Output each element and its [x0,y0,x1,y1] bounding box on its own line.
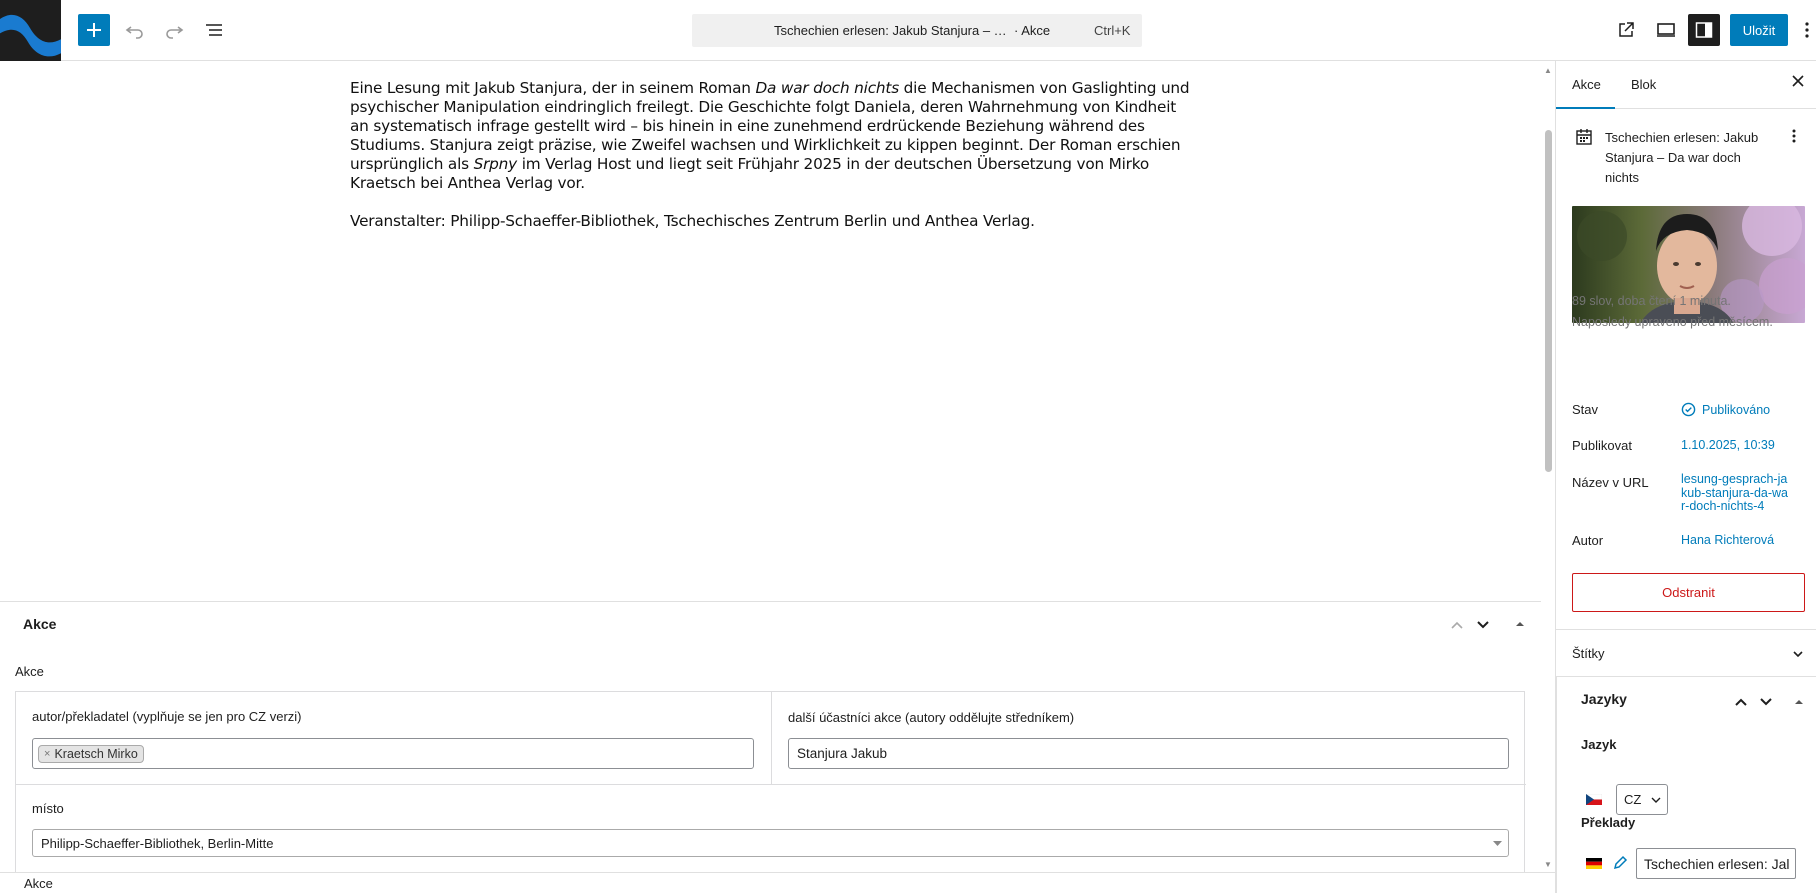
triangle-up-icon [1514,618,1526,630]
publish-label: Publikovat [1572,438,1632,453]
scroll-up-arrow-icon[interactable]: ▲ [1544,66,1552,75]
scrollbar-thumb[interactable] [1545,130,1552,472]
trash-button[interactable]: Odstranit [1572,573,1805,612]
vertical-ellipsis-icon [1805,22,1809,38]
view-post-button[interactable] [1608,12,1644,48]
command-palette-bar[interactable] [692,14,1142,47]
block-breadcrumb-bar [0,872,1555,893]
publish-date-button[interactable]: 1.10.2025, 10:39 [1681,438,1775,452]
move-down-button[interactable] [1759,695,1773,709]
scroll-down-arrow-icon[interactable]: ▼ [1544,860,1552,869]
pencil-icon [1612,855,1628,871]
participants-input[interactable]: Stanjura Jakub [788,738,1509,769]
collapse-toggle-button[interactable] [1514,618,1526,630]
slug-value-button[interactable]: lesung-gesprach-jakub-stanjura-da-war-doch-nichts-4 [1681,472,1788,513]
participants-field-label: další účastníci akce (autory oddělujte středníkem) [788,710,1075,725]
meta-box-title: Akce [23,616,57,632]
active-tab-indicator [1556,107,1615,109]
plus-icon [86,22,102,38]
german-flag-icon [1586,858,1602,869]
settings-sidebar [1555,61,1816,893]
panel-divider [1556,629,1816,630]
meta-box-subtitle: Akce [15,664,44,679]
settings-toggle-button[interactable] [1688,14,1720,46]
tags-panel-chevron[interactable] [1792,648,1804,660]
place-field-cell [16,785,1526,875]
book-title-italic: Da war doch nichts [755,79,899,97]
list-view-icon [204,20,224,40]
add-block-button[interactable] [78,14,110,46]
author-tag-label: Kraetsch Mirko [54,746,138,761]
move-up-button[interactable] [1450,618,1464,632]
status-value-button[interactable] [1681,402,1770,417]
close-sidebar-button[interactable] [1792,75,1804,87]
translation-title-input[interactable]: Tschechien erlesen: Jal [1636,848,1796,879]
author-label: Autor [1572,533,1604,548]
remove-tag-icon[interactable]: × [44,747,51,760]
options-menu-button[interactable] [1798,12,1816,48]
document-overview-button[interactable] [196,12,232,48]
meta-box-area [0,601,1541,873]
paragraph-block[interactable]: Veranstalter: Philipp-Schaeffer-Bibliothek, Tschechisches Zentrum Berlin und Anthea Verlag. [350,212,1035,230]
close-icon [1792,75,1804,87]
document-title: Tschechien erlesen: Jakub Stanjura – … [774,23,1007,38]
place-field-label: místo [32,801,64,816]
author-field-cell [16,692,772,785]
post-actions-button[interactable] [1792,129,1796,143]
word-count-text: 89 slov, doba čtení 1 minuta. [1572,294,1731,308]
published-check-icon [1681,402,1696,417]
chevron-down-icon [1759,695,1773,709]
undo-button[interactable] [117,12,153,48]
tab-post[interactable]: Akce [1572,77,1601,92]
meta-box-header[interactable] [0,602,1541,646]
author-tag[interactable] [38,745,144,763]
triangle-up-icon [1793,696,1805,708]
vertical-ellipsis-icon [1792,129,1796,143]
languages-panel [1556,677,1816,893]
preview-device-button[interactable] [1648,12,1684,48]
shortcut-hint: Ctrl+K [1094,23,1131,38]
original-title-italic: Srpny [473,155,518,173]
sidebar-tabs [1556,61,1816,109]
editor-canvas[interactable] [0,61,1541,601]
participants-field-cell [772,692,1526,785]
undo-icon [125,20,145,40]
paragraph-text: Eine Lesung mit Jakub Stanjura, der in seinem Roman [350,79,756,97]
chevron-down-icon [1792,648,1804,660]
document-type: · Akce [1014,23,1051,38]
move-up-button[interactable] [1734,695,1748,709]
dropdown-arrow-icon [1493,841,1502,847]
paragraph-text: die Mechanismen von Gaslighting und psychischer Manipulation eindringlich freilegt. Die Geschichte folgt Daniela, deren Wahrnehmung von Kindheit an systematisch infrage gestellt wird – bis hinein in eine zunehmend erdrückende Beziehung während des Studiums. Stanjura zeigt präzise, wie Zweifel wachsen und Wirklichkeit zu kippen beginnt. Der Roman erschien ursprünglich als [350,79,1190,173]
post-content[interactable] [350,79,1195,250]
logo-wave-icon [0,0,61,61]
redo-button[interactable] [156,12,192,48]
editor-toolbar [0,0,1816,61]
language-label: Jazyk [1581,737,1617,752]
paragraph-block[interactable] [350,79,1195,193]
slug-label: Název v URL [1572,475,1649,490]
tags-panel-toggle[interactable]: Štítky [1572,646,1605,661]
last-edited-text: Naposledy upraveno před měsícem. [1572,315,1773,329]
place-select[interactable] [32,829,1509,857]
calendar-icon [1575,128,1593,146]
place-select-value: Philipp-Schaeffer-Bibliothek, Berlin-Mitte [41,835,274,851]
collapse-toggle-button[interactable] [1793,696,1805,708]
chevron-up-icon [1734,695,1748,709]
language-select[interactable] [1616,784,1668,815]
author-value-button[interactable]: Hana Richterová [1681,533,1775,547]
tab-block[interactable]: Blok [1631,77,1657,92]
chevron-down-icon [1651,797,1661,804]
breadcrumb-item[interactable]: Akce [24,876,53,891]
status-label: Stav [1572,402,1599,417]
author-field-label: autor/překladatel (vyplňuje se jen pro CZ verzi) [32,709,302,724]
save-button[interactable]: Uložit [1730,14,1788,46]
desktop-icon [1656,22,1676,38]
post-card-title: Tschechien erlesen: Jakub Stanjura – Da war doch nichts [1605,130,1759,185]
meta-fields-grid [15,691,1525,874]
chevron-down-icon [1476,618,1490,632]
paragraph-text: im Verlag Host und liegt seit Frühjahr 2025 in der deutschen Übersetzung von Mirko Kraetsch bei Anthea Verlag vor. [350,155,1150,192]
edit-translation-button[interactable] [1612,855,1628,871]
move-down-button[interactable] [1476,618,1490,632]
site-logo[interactable] [0,0,61,61]
author-select-field[interactable] [32,738,754,769]
czech-flag-icon [1586,794,1602,805]
external-link-icon [1617,21,1635,39]
language-select-value: CZ [1624,792,1642,807]
status-value: Publikováno [1702,402,1771,417]
redo-icon [164,20,184,40]
sidebar-icon [1695,21,1713,39]
languages-panel-title: Jazyky [1581,691,1627,707]
chevron-up-icon [1450,618,1464,632]
translations-label: Překlady [1581,815,1636,830]
